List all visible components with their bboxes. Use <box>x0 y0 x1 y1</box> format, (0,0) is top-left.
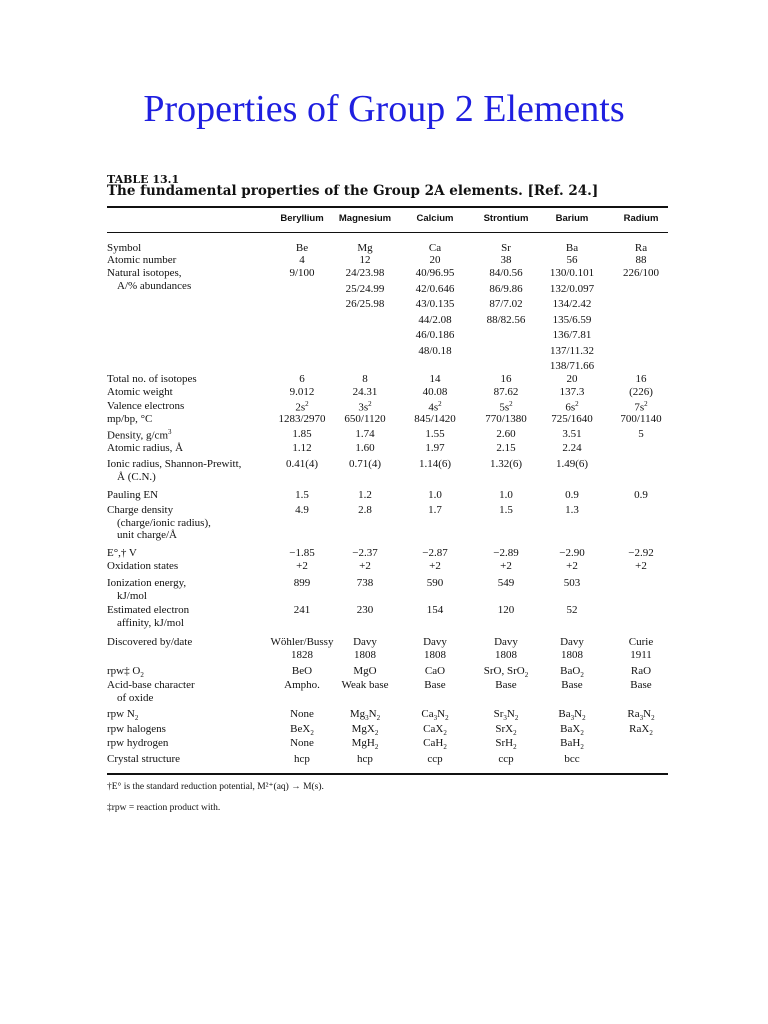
table-cell: 44/2.08 <box>418 313 452 326</box>
table-cell: 241 <box>293 604 311 616</box>
table-cell: 230 <box>356 604 374 616</box>
column-header: Calcium <box>416 213 454 224</box>
table-cell: 0.71(4) <box>348 458 382 470</box>
table-cell: 1.85 <box>292 428 312 440</box>
row-label: Acid-base character <box>107 679 195 691</box>
table-cell: Sr <box>501 242 511 254</box>
table-cell: 26/25.98 <box>345 298 385 310</box>
table-cell: 2.8 <box>358 504 372 516</box>
table-cell: 3.51 <box>562 428 582 440</box>
table-cell: BeX$_2$ <box>290 723 314 738</box>
table-cell: $7s^2$ <box>634 400 648 414</box>
table-cell: 20 <box>566 373 578 385</box>
table-cell: 120 <box>497 604 515 616</box>
table-cell: $5s^2$ <box>499 400 513 414</box>
table-cell: Base <box>630 679 652 691</box>
row-label: Charge density <box>107 504 174 516</box>
table-cell: 24.31 <box>352 386 378 398</box>
table-cell: 2.60 <box>496 428 516 440</box>
row-label: rpw $N_2$ <box>107 708 139 723</box>
row-label: Ionization energy, <box>107 577 187 589</box>
table-cell: MgX$_2$ <box>351 723 379 738</box>
table-cell: 40.08 <box>422 386 448 398</box>
table-cell: 9/100 <box>289 267 315 279</box>
table-cell: 87/7.02 <box>489 298 523 310</box>
table-cell: 42/0.646 <box>415 282 455 295</box>
table-cell: RaO <box>630 665 652 677</box>
table-cell: Mg <box>357 242 373 254</box>
column-header: Beryllium <box>280 213 324 224</box>
row-label: Estimated electron <box>107 604 190 616</box>
table-cell: 1.7 <box>428 504 442 516</box>
table-cell: 24/23.98 <box>345 267 385 279</box>
table-caption: The fundamental properties of the Group 2A elements. [Ref. 24.] <box>107 183 599 199</box>
table-cell: −2.87 <box>422 547 448 559</box>
table-cell: 137.3 <box>559 386 585 398</box>
table-cell: hcp <box>357 753 373 765</box>
table-cell: MgH$_2$ <box>351 737 379 752</box>
table-cell: 549 <box>497 577 515 589</box>
table-cell: −2.92 <box>628 547 654 559</box>
row-label: mp/bp, °C <box>107 413 153 425</box>
table-cell: 130/0.101 <box>549 267 595 279</box>
table-cell: 46/0.186 <box>415 329 455 341</box>
table-cell: 38 <box>500 254 512 266</box>
row-label: Natural isotopes, <box>107 267 182 279</box>
table-cell: Ra <box>634 242 648 254</box>
table-cell: Davy <box>560 636 584 648</box>
table-cell: 1283/2970 <box>278 413 326 425</box>
column-header: Strontium <box>483 213 529 224</box>
row-label: E°,† V <box>107 547 137 559</box>
table-cell: ccp <box>498 753 514 765</box>
table-cell: 1.55 <box>425 428 445 440</box>
row-label: (charge/ionic radius), <box>117 516 211 529</box>
page-title: Properties of Group 2 Elements <box>143 88 625 130</box>
table-cell: 770/1380 <box>485 413 527 425</box>
table-cell: 135/6.59 <box>552 313 592 326</box>
table-cell: SrO, SrO$_2$ <box>483 665 529 680</box>
table-cell: Base <box>424 679 446 691</box>
row-label: Valence electrons <box>107 400 185 412</box>
table-cell: ccp <box>427 753 443 765</box>
table-cell: hcp <box>294 753 310 765</box>
table-cell: 1808 <box>561 648 583 661</box>
table-cell: 1.60 <box>355 442 375 454</box>
table-cell: 88 <box>635 254 647 266</box>
table-cell: −2.37 <box>352 547 378 559</box>
table-cell: 1.14(6) <box>418 458 452 470</box>
table-cell: Davy <box>423 636 447 648</box>
table-cell: +2 <box>566 560 578 572</box>
table-cell: Be <box>295 242 309 254</box>
row-label: rpw halogens <box>107 723 166 735</box>
table-cell: 2.15 <box>496 442 516 454</box>
table-cell: 700/1140 <box>620 413 662 425</box>
table-cell: 845/1420 <box>414 413 456 425</box>
table-cell: 0.9 <box>634 489 648 501</box>
table-cell: $Sr_3N_2$ <box>493 708 519 723</box>
table-cell: $3s^2$ <box>358 400 372 414</box>
row-label: Density, $g/cm^3$ <box>107 428 172 442</box>
table-cell: 43/0.135 <box>415 298 455 310</box>
table-cell: None <box>290 708 314 720</box>
table-cell: 40/96.95 <box>415 267 455 279</box>
row-label: Crystal structure <box>107 753 181 765</box>
table-cell: 88/82.56 <box>486 313 526 326</box>
table-cell: CaX$_2$ <box>423 723 447 738</box>
table-cell: $Ra_3N_2$ <box>627 708 655 723</box>
table-cell: $4s^2$ <box>428 400 442 414</box>
table-cell: 590 <box>426 577 444 589</box>
table-cell: Davy <box>353 636 377 648</box>
table-cell: 725/1640 <box>551 413 593 425</box>
table-cell: +2 <box>635 560 647 572</box>
table-cell: 154 <box>426 604 444 616</box>
table-cell: 738 <box>356 577 374 589</box>
table-cell: 503 <box>563 577 581 589</box>
table-cell: MgO <box>353 665 377 677</box>
table-cell: 2.24 <box>562 442 582 454</box>
table-cell: 56 <box>566 254 578 266</box>
table-cell: RaX$_2$ <box>629 723 653 738</box>
table-cell: −1.85 <box>289 547 315 559</box>
table-cell: Ba <box>565 242 579 254</box>
table-cell: 86/9.86 <box>489 282 523 295</box>
table-cell: 84/0.56 <box>489 267 523 279</box>
table-top-rule <box>107 206 668 208</box>
table-cell: 87.62 <box>493 386 519 398</box>
table-cell: CaH$_2$ <box>423 737 447 752</box>
table-cell: 1828 <box>291 648 313 661</box>
table-cell: BaH$_2$ <box>560 737 584 752</box>
table-cell: 4 <box>299 254 305 266</box>
column-header: Radium <box>623 213 659 224</box>
table-cell: $Ba_3N_2$ <box>558 708 586 723</box>
table-cell: 0.9 <box>565 489 579 501</box>
table-cell: 1.5 <box>295 489 309 501</box>
row-label: Å (C.N.) <box>117 470 156 483</box>
table-cell: 25/24.99 <box>345 282 385 295</box>
table-cell: 1808 <box>424 648 446 661</box>
table-cell: Curie <box>628 636 654 648</box>
footnote-double-dagger: ‡rpw = reaction product with. <box>107 803 221 813</box>
table-cell: BaX$_2$ <box>560 723 584 738</box>
table-cell: +2 <box>296 560 308 572</box>
row-label: Atomic number <box>107 254 177 266</box>
table-cell: 1.74 <box>355 428 375 440</box>
table-cell: 1911 <box>630 648 652 661</box>
table-cell: 4.9 <box>295 504 309 516</box>
table-cell: Base <box>495 679 517 691</box>
table-cell: 1.12 <box>292 442 312 454</box>
table-cell: 650/1120 <box>344 413 386 425</box>
table-cell: 226/100 <box>622 267 660 279</box>
table-cell: 1808 <box>495 648 517 661</box>
table-cell: 0.41(4) <box>285 458 319 470</box>
column-header: Magnesium <box>338 213 392 224</box>
header-rule <box>107 232 668 233</box>
row-label: unit charge/Å <box>117 529 177 542</box>
table-cell: $2s^2$ <box>295 400 309 414</box>
table-cell: 1808 <box>354 648 376 661</box>
table-cell: bcc <box>564 753 580 765</box>
table-cell: BeO <box>291 665 313 677</box>
table-cell: $6s^2$ <box>565 400 579 414</box>
row-label: Oxidation states <box>107 560 179 572</box>
table-cell: 134/2.42 <box>552 298 592 310</box>
table-cell: 1.5 <box>499 504 513 516</box>
table-cell: 16 <box>500 373 512 385</box>
table-cell: SrX$_2$ <box>495 723 517 738</box>
table-cell: 12 <box>359 254 371 266</box>
table-cell: SrH$_2$ <box>495 737 517 752</box>
table-cell: +2 <box>429 560 441 572</box>
row-label: Atomic radius, Å <box>107 442 184 454</box>
table-cell: 1.49(6) <box>555 458 589 470</box>
table-cell: 20 <box>429 254 441 266</box>
table-cell: +2 <box>359 560 371 572</box>
row-label: kJ/mol <box>117 589 147 602</box>
table-cell: Base <box>561 679 583 691</box>
table-cell: 16 <box>635 373 647 385</box>
row-label: A/% abundances <box>117 279 192 292</box>
table-cell: 8 <box>362 373 368 385</box>
table-cell: CaO <box>424 665 446 677</box>
row-label: affinity, kJ/mol <box>117 616 184 629</box>
table-cell: 52 <box>566 604 578 616</box>
table-cell: 6 <box>299 373 305 385</box>
table-cell: 137/11.32 <box>550 344 594 357</box>
row-label: Symbol <box>107 242 142 254</box>
table-cell: 5 <box>638 428 644 440</box>
table-cell: $Ca_3N_2$ <box>421 708 449 723</box>
row-label: of oxide <box>117 691 154 704</box>
table-cell: 138/71.66 <box>549 360 595 372</box>
row-label: Atomic weight <box>107 386 173 398</box>
table-cell: 136/7.81 <box>552 329 592 341</box>
table-bottom-rule <box>107 773 668 775</box>
table-cell: −2.89 <box>493 547 519 559</box>
footnote-dagger: †E° is the standard reduction potential, M²⁺(aq) → M(s). <box>107 782 324 792</box>
row-label: Discovered by/date <box>107 636 193 648</box>
table-cell: (226) <box>629 386 653 398</box>
table-cell: 1.97 <box>425 442 445 454</box>
table-cell: 14 <box>429 373 441 385</box>
row-label: Total no. of isotopes <box>107 373 197 385</box>
table-cell: 132/0.097 <box>549 282 595 295</box>
table-cell: $Mg_3N_2$ <box>349 708 381 723</box>
table-cell: None <box>290 737 314 749</box>
row-label: rpw‡ $O_2$ <box>107 665 144 680</box>
table-cell: Ca <box>428 242 442 254</box>
table-cell: Davy <box>494 636 518 648</box>
table-cell: BaO$_2$ <box>560 665 584 680</box>
row-label: rpw hydrogen <box>107 737 169 749</box>
table-cell: 1.0 <box>499 489 513 501</box>
table-cell: 1.3 <box>565 504 579 516</box>
table-cell: Wöhler/Bussy <box>270 636 334 648</box>
table-cell: 48/0.18 <box>418 344 452 357</box>
table-cell: 1.32(6) <box>489 458 523 470</box>
table-cell: 9.012 <box>289 386 315 398</box>
table-cell: Weak base <box>341 679 389 691</box>
table-cell: 1.2 <box>358 489 372 501</box>
row-label: Ionic radius, Shannon-Prewitt, <box>107 458 242 470</box>
table-cell: Ampho. <box>284 679 320 691</box>
table-number: TABLE 13.1 <box>107 173 180 186</box>
table-cell: −2.90 <box>559 547 585 559</box>
row-label: Pauling EN <box>107 489 159 501</box>
table-cell: +2 <box>500 560 512 572</box>
table-cell: 1.0 <box>428 489 442 501</box>
column-header: Barium <box>555 213 589 224</box>
table-cell: 899 <box>293 577 311 589</box>
